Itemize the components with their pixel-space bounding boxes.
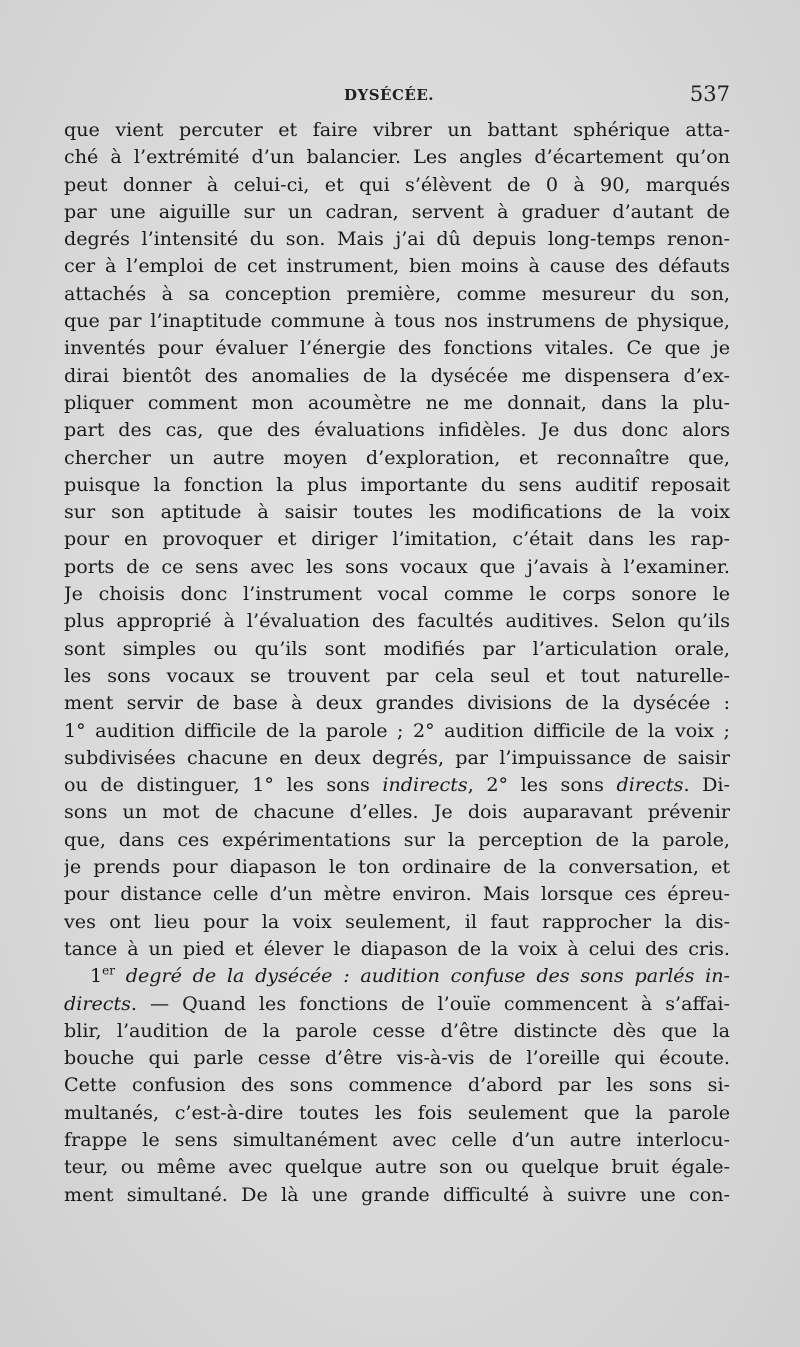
text-line: tance à un pied et élever le diapason de la voix à celui des cris.	[64, 936, 730, 960]
text-line: ché à l’extrémité d’un balancier. Les angles d’écartement qu’on	[64, 145, 730, 169]
text-line: cer à l’emploi de cet instrument, bien moins à cause des défauts	[64, 254, 730, 278]
text-line: que, dans ces expérimentations sur la perception de la parole,	[64, 827, 730, 851]
text-line: dirai bientôt des anomalies de la dysécée me dispensera d’ex-	[64, 363, 730, 387]
italic-term: directs	[616, 773, 684, 797]
text-line: teur, ou même avec quelque autre son ou quelque bruit égale-	[64, 1155, 730, 1179]
text-line: sons un mot de chacune d’elles. Je dois auparavant prévenir	[64, 800, 730, 824]
text-line: chercher un autre moyen d’exploration, et reconnaître que,	[64, 445, 730, 469]
text-run: . — Quand les fonctions de l’ouïe commencent à s’affai-	[130, 991, 730, 1015]
text-line: Cette confusion des sons commence d’abord par les sons si-	[64, 1073, 730, 1097]
text-line: ment simultané. De là une grande difficulté à suivre une con-	[64, 1182, 730, 1206]
text-line: part des cas, que des évaluations infidèles. Je dus donc alors	[64, 418, 730, 442]
section-heading: degré de la dysécée : audition confuse des sons parlés in-	[115, 964, 730, 988]
running-head	[64, 82, 730, 110]
text-line: ment servir de base à deux grandes divisions de la dysécée :	[64, 691, 730, 715]
text-line: attachés à sa conception première, comme mesureur du son,	[64, 281, 730, 305]
text-line: ports de ce sens avec les sons vocaux que j’avais à l’examiner.	[64, 554, 730, 578]
text-line: inventés pour évaluer l’énergie des fonctions vitales. Ce que je	[64, 336, 730, 360]
text-line: par une aiguille sur un cadran, servent à graduer d’autant de	[64, 199, 730, 223]
text-line	[64, 771, 730, 798]
text-line: 1° audition difficile de la parole ; 2° audition difficile de la voix ;	[64, 718, 730, 742]
text-line: je prends pour diapason le ton ordinaire de la conversation, et	[64, 855, 730, 879]
text-line: multanés, c’est-à-dire toutes les fois seulement que la parole	[64, 1100, 730, 1124]
running-title: DYSÉCÉE.	[344, 86, 435, 104]
text-line: ves ont lieu pour la voix seulement, il faut rapprocher la dis-	[64, 909, 730, 933]
text-line: les sons vocaux se trouvent par cela seul et tout naturelle-	[64, 663, 730, 687]
text-run: . Di-	[683, 773, 730, 797]
text-run: ou de distinguer, 1° les sons	[64, 773, 383, 797]
text-line: pour distance celle d’un mètre environ. Mais lorsque ces épreu-	[64, 882, 730, 906]
text-line: subdivisées chacune en deux degrés, par l’impuissance de saisir	[64, 745, 730, 769]
ordinal-superscript: er	[102, 963, 115, 978]
text-line: puisque la fonction la plus importante du sens auditif reposait	[64, 472, 730, 496]
text-line: blir, l’audition de la parole cesse d’être distincte dès que la	[64, 1018, 730, 1042]
text-line: degrés l’intensité du son. Mais j’ai dû depuis long-temps renon-	[64, 227, 730, 251]
section-heading: directs	[64, 991, 131, 1015]
text-line: frappe le sens simultanément avec celle d’un autre interlocu-	[64, 1127, 730, 1151]
text-run: , 2° les sons	[467, 773, 617, 797]
italic-term: indirects	[382, 773, 468, 797]
text-line: sur son aptitude à saisir toutes les modifications de la voix	[64, 500, 730, 524]
section-number: 1	[90, 964, 103, 988]
text-line: pour en provoquer et diriger l’imitation, c’était dans les rap-	[64, 527, 730, 551]
page-number: 537	[689, 82, 730, 106]
body-text	[64, 116, 730, 1208]
text-line	[64, 990, 730, 1017]
text-line: que vient percuter et faire vibrer un battant sphérique atta-	[64, 118, 730, 141]
text-line: plus approprié à l’évaluation des facultés auditives. Selon qu’ils	[64, 609, 730, 633]
text-line: peut donner à celui-ci, et qui s’élèvent de 0 à 90, marqués	[64, 172, 730, 196]
text-line: sont simples ou qu’ils sont modifiés par l’articulation orale,	[64, 636, 730, 660]
text-line: pliquer comment mon acoumètre ne me donnait, dans la plu-	[64, 390, 730, 414]
text-line: Je choisis donc l’instrument vocal comme le corps sonore le	[64, 582, 730, 606]
text-line: bouche qui parle cesse d’être vis-à-vis de l’oreille qui écoute.	[64, 1046, 730, 1070]
section-heading-line	[64, 962, 730, 989]
text-line: que par l’inaptitude commune à tous nos instrumens de physique,	[64, 309, 730, 333]
